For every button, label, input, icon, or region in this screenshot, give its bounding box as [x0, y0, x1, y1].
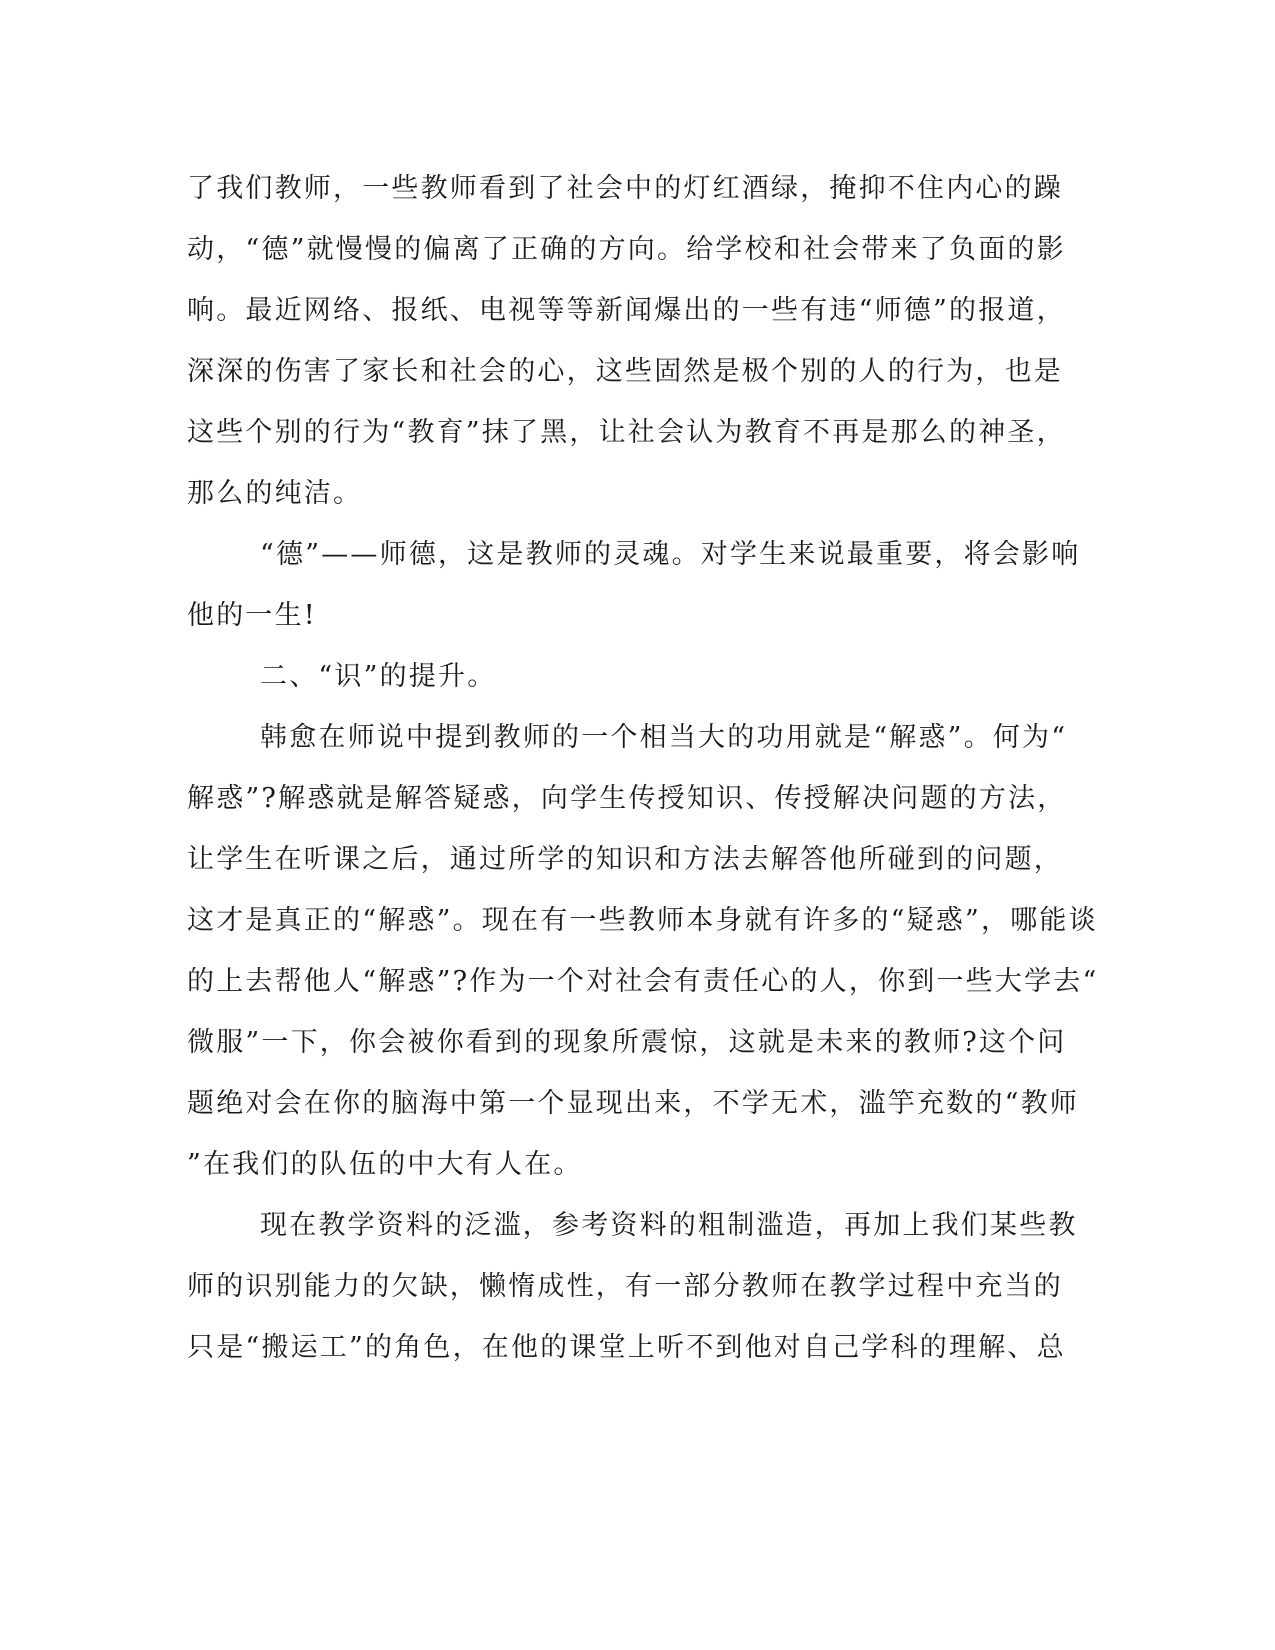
body-text: [187, 158, 1099, 1378]
text-line: 韩愈在师说中提到教师的一个相当大的功用就是“解惑”。何为“: [260, 722, 1068, 753]
text-line: 了我们教师，一些教师看到了社会中的灯红酒绿，掩抑不住内心的躁: [187, 173, 1063, 204]
text-line: 师的识别能力的欠缺，懒惰成性，有一部分教师在教学过程中充当的: [187, 1271, 1063, 1302]
text-line: 他的一生!: [187, 600, 317, 631]
text-line: 的上去帮他人“解惑”?作为一个对社会有责任心的人，你到一些大学去“: [187, 966, 1099, 997]
section-heading: 二、“识”的提升。: [260, 661, 497, 692]
text-line: 微服”一下，你会被你看到的现象所震惊，这就是未来的教师?这个问: [187, 1027, 1067, 1058]
text-line: 这些个别的行为“教育”抹了黑，让社会认为教育不再是那么的神圣，: [187, 417, 1066, 448]
text-line: “德”——师德，这是教师的灵魂。对学生来说最重要，将会影响: [260, 539, 1081, 570]
text-line: ”在我们的队伍的中大有人在。: [187, 1149, 583, 1180]
text-line: 题绝对会在你的脑海中第一个显现出来，不学无术，滥竽充数的“教师: [187, 1088, 1080, 1119]
text-line: 这才是真正的“解惑”。现在有一些教师本身就有许多的“疑惑”，哪能谈: [187, 905, 1098, 936]
text-line: 那么的纯洁。: [187, 478, 363, 509]
text-line: 解惑”?解惑就是解答疑惑，向学生传授知识、传授解决问题的方法，: [187, 783, 1067, 814]
text-line: 深深的伤害了家长和社会的心，这些固然是极个别的人的行为，也是: [187, 356, 1063, 387]
text-line: 现在教学资料的泛滥，参考资料的粗制滥造，再加上我们某些教: [260, 1210, 1078, 1241]
text-line: 响。最近网络、报纸、电视等等新闻爆出的一些有违“师德”的报道，: [187, 295, 1066, 326]
text-line: 只是“搬运工”的角色，在他的课堂上听不到他对自己学科的理解、总: [187, 1332, 1066, 1363]
text-line: 让学生在听课之后，通过所学的知识和方法去解答他所碰到的问题，: [187, 844, 1063, 875]
text-line: 动，“德”就慢慢的偏离了正确的方向。给学校和社会带来了负面的影: [187, 234, 1066, 265]
